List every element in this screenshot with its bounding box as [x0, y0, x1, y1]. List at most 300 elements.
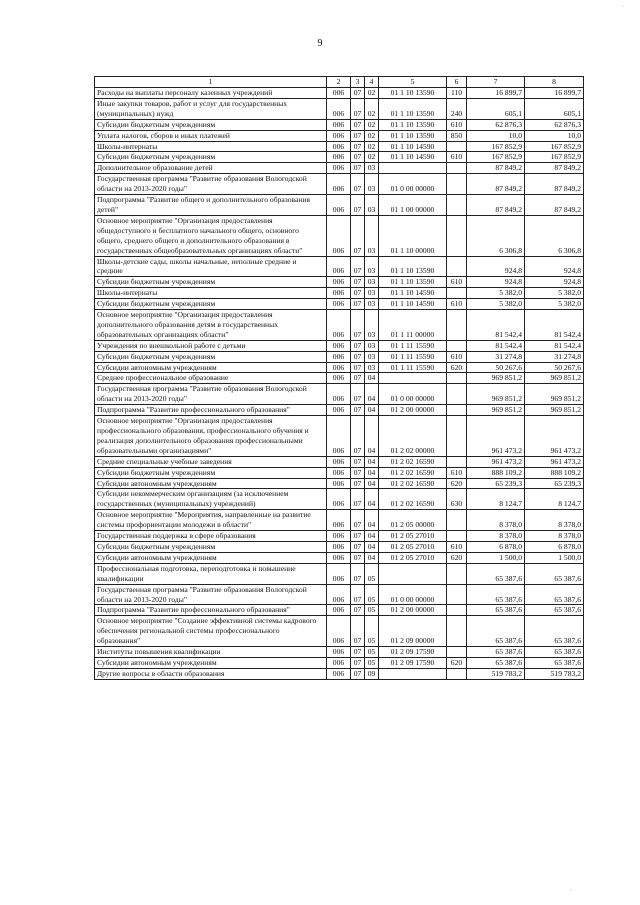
item-name: Уплата налогов, сборов и иных платежей: [95, 130, 327, 141]
code-admin: 006: [327, 215, 351, 256]
amount-col8: 8 124,7: [525, 489, 584, 510]
code-section: 07: [351, 98, 365, 119]
table-row: [95, 384, 584, 405]
code-target: [379, 668, 447, 679]
item-name: Расходы на выплаты персоналу казенных учреждений: [95, 88, 327, 99]
table-row: [95, 657, 584, 668]
amount-col8: 961 473,2: [525, 456, 584, 467]
amount-col8: 65 387,6: [525, 657, 584, 668]
code-subsection: 04: [365, 531, 379, 542]
amount-col8: 65 387,6: [525, 605, 584, 616]
code-section: 07: [351, 456, 365, 467]
code-target: 01 2 02 16590: [379, 489, 447, 510]
amount-col8: 87 849,2: [525, 163, 584, 174]
code-subsection: 02: [365, 98, 379, 119]
code-target: 01 1 11 15590: [379, 340, 447, 351]
code-subsection: 04: [365, 384, 379, 405]
code-section: 07: [351, 416, 365, 457]
code-subsection: 04: [365, 478, 379, 489]
amount-col7: 969 851,2: [467, 405, 525, 416]
amount-col8: 167 852,9: [525, 152, 584, 163]
amount-col7: 969 851,2: [467, 373, 525, 384]
table-row: [95, 141, 584, 152]
code-section: 07: [351, 119, 365, 130]
amount-col8: 65 387,6: [525, 616, 584, 647]
code-subsection: 03: [365, 288, 379, 299]
code-target: 01 1 11 00000: [379, 310, 447, 341]
amount-col8: 924,8: [525, 256, 584, 277]
code-subsection: 03: [365, 256, 379, 277]
code-admin: 006: [327, 98, 351, 119]
amount-col7: 888 109,2: [467, 467, 525, 478]
table-row: [95, 616, 584, 647]
item-name: Субсидии бюджетным учреждениям: [95, 299, 327, 310]
code-target: 01 1 10 13590: [379, 277, 447, 288]
amount-col7: 65 387,6: [467, 605, 525, 616]
amount-col8: 6 306,8: [525, 215, 584, 256]
code-admin: 006: [327, 478, 351, 489]
amount-col8: 969 851,2: [525, 384, 584, 405]
code-target: 01 2 05 00000: [379, 510, 447, 531]
table-row: [95, 510, 584, 531]
amount-col7: 10,0: [467, 130, 525, 141]
code-expense-type: 610: [447, 152, 467, 163]
item-name: Субсидии некоммерческим организациям (за исключением государственных (муниципальных) учреждений): [95, 489, 327, 510]
code-target: 01 2 05 27010: [379, 541, 447, 552]
code-section: 07: [351, 174, 365, 195]
code-target: 01 0 00 00000: [379, 584, 447, 605]
table-row: [95, 405, 584, 416]
item-name: Подпрограмма "Развитие общего и дополнительного образования детей": [95, 195, 327, 216]
amount-col7: 65 239,3: [467, 478, 525, 489]
code-section: 07: [351, 584, 365, 605]
code-admin: 006: [327, 299, 351, 310]
item-name: Среднее профессиональное образование: [95, 373, 327, 384]
code-target: 01 1 10 13590: [379, 119, 447, 130]
amount-col7: 16 899,7: [467, 88, 525, 99]
code-target: 01 0 00 00000: [379, 384, 447, 405]
code-admin: 006: [327, 163, 351, 174]
table-row: [95, 174, 584, 195]
code-expense-type: [447, 384, 467, 405]
code-section: 07: [351, 163, 365, 174]
code-section: 07: [351, 489, 365, 510]
amount-col8: 888 109,2: [525, 467, 584, 478]
amount-col8: 65 387,6: [525, 563, 584, 584]
code-admin: 006: [327, 141, 351, 152]
amount-col8: 1 500,0: [525, 552, 584, 563]
code-admin: 006: [327, 668, 351, 679]
amount-col8: 969 851,2: [525, 405, 584, 416]
code-subsection: 05: [365, 563, 379, 584]
code-expense-type: [447, 531, 467, 542]
item-name: Средние специальные учебные заведения: [95, 456, 327, 467]
code-target: 01 1 10 13590: [379, 130, 447, 141]
scan-mark-top: ·: [622, 4, 624, 10]
code-expense-type: [447, 215, 467, 256]
amount-col7: 8 378,0: [467, 510, 525, 531]
table-row: [95, 563, 584, 584]
code-target: 01 2 00 00000: [379, 605, 447, 616]
code-admin: 006: [327, 174, 351, 195]
code-subsection: 05: [365, 616, 379, 647]
code-expense-type: [447, 668, 467, 679]
table-row: [95, 467, 584, 478]
item-name: Школы-интернаты: [95, 288, 327, 299]
table-row: [95, 195, 584, 216]
code-section: 07: [351, 310, 365, 341]
code-section: 07: [351, 616, 365, 647]
header-row: [95, 77, 584, 88]
code-target: 01 1 10 13590: [379, 98, 447, 119]
code-section: 07: [351, 373, 365, 384]
code-target: 01 2 09 17590: [379, 657, 447, 668]
amount-col7: 65 387,6: [467, 647, 525, 658]
code-admin: 006: [327, 195, 351, 216]
code-subsection: 04: [365, 416, 379, 457]
item-name: Субсидии бюджетным учреждениям: [95, 467, 327, 478]
code-subsection: 03: [365, 277, 379, 288]
amount-col8: 81 542,4: [525, 340, 584, 351]
table-row: [95, 119, 584, 130]
code-admin: 006: [327, 416, 351, 457]
code-subsection: 04: [365, 405, 379, 416]
table-row: [95, 584, 584, 605]
amount-col8: 8 378,0: [525, 531, 584, 542]
table-row: [95, 362, 584, 373]
budget-table: [94, 76, 584, 680]
amount-col7: 87 849,2: [467, 195, 525, 216]
code-expense-type: [447, 584, 467, 605]
code-subsection: 05: [365, 605, 379, 616]
code-subsection: 03: [365, 163, 379, 174]
amount-col7: 62 876,3: [467, 119, 525, 130]
code-subsection: 04: [365, 510, 379, 531]
code-expense-type: 620: [447, 552, 467, 563]
code-expense-type: [447, 373, 467, 384]
table-row: [95, 88, 584, 99]
code-admin: 006: [327, 531, 351, 542]
table-row: [95, 163, 584, 174]
amount-col7: 65 387,6: [467, 616, 525, 647]
code-admin: 006: [327, 552, 351, 563]
code-target: [379, 163, 447, 174]
amount-col7: 6 878,0: [467, 541, 525, 552]
code-expense-type: [447, 310, 467, 341]
code-admin: 006: [327, 288, 351, 299]
amount-col8: 924,8: [525, 277, 584, 288]
code-target: [379, 373, 447, 384]
code-admin: 006: [327, 584, 351, 605]
page-number: 9: [317, 38, 323, 49]
code-subsection: 05: [365, 647, 379, 658]
amount-col7: 605,1: [467, 98, 525, 119]
code-subsection: 03: [365, 340, 379, 351]
table-row: [95, 288, 584, 299]
item-name: Школы-интернаты: [95, 141, 327, 152]
amount-col8: 31 274,8: [525, 351, 584, 362]
amount-col7: 961 473,2: [467, 416, 525, 457]
column-header-2: 2: [327, 77, 351, 88]
table-row: [95, 552, 584, 563]
code-section: 07: [351, 605, 365, 616]
code-section: 07: [351, 384, 365, 405]
item-name: Субсидии бюджетным учреждениям: [95, 351, 327, 362]
table-body: [95, 88, 584, 680]
amount-col8: 5 382,0: [525, 299, 584, 310]
item-name: Субсидии бюджетным учреждениям: [95, 541, 327, 552]
scan-mark-bottom: ·: [570, 888, 572, 894]
table-row: [95, 489, 584, 510]
code-section: 07: [351, 541, 365, 552]
code-target: 01 1 10 14590: [379, 141, 447, 152]
table-row: [95, 541, 584, 552]
item-name: Иные закупки товаров, работ и услуг для государственных (муниципальных) нужд: [95, 98, 327, 119]
amount-col8: 961 473,2: [525, 416, 584, 457]
table-row: [95, 647, 584, 658]
amount-col8: 65 387,6: [525, 647, 584, 658]
code-section: 07: [351, 405, 365, 416]
code-expense-type: 610: [447, 351, 467, 362]
code-subsection: 04: [365, 489, 379, 510]
code-subsection: 02: [365, 88, 379, 99]
code-subsection: 03: [365, 299, 379, 310]
code-subsection: 04: [365, 456, 379, 467]
item-name: Субсидии бюджетным учреждениям: [95, 152, 327, 163]
code-section: 07: [351, 288, 365, 299]
code-admin: 006: [327, 647, 351, 658]
code-target: 01 2 05 27010: [379, 531, 447, 542]
item-name: Государственная программа "Развитие образования Вологодской области на 2013-2020 годы": [95, 584, 327, 605]
code-expense-type: 110: [447, 88, 467, 99]
code-target: 01 0 00 00000: [379, 174, 447, 195]
item-name: Основное мероприятие "Организация предоставления дополнительного образования детям в государственных образовательных организациях области": [95, 310, 327, 341]
code-admin: 006: [327, 362, 351, 373]
table-row: [95, 456, 584, 467]
amount-col8: 81 542,4: [525, 310, 584, 341]
code-admin: 006: [327, 340, 351, 351]
item-name: Другие вопросы в области образования: [95, 668, 327, 679]
code-section: 07: [351, 478, 365, 489]
code-admin: 006: [327, 130, 351, 141]
code-admin: 006: [327, 256, 351, 277]
amount-col7: 167 852,9: [467, 152, 525, 163]
amount-col7: 31 274,8: [467, 351, 525, 362]
code-expense-type: [447, 456, 467, 467]
column-header-3: 3: [351, 77, 365, 88]
code-target: 01 1 10 00000: [379, 215, 447, 256]
item-name: Субсидии автономным учреждениям: [95, 657, 327, 668]
table-row: [95, 351, 584, 362]
code-section: 07: [351, 351, 365, 362]
item-name: Учреждения по внешкольной работе с детьми: [95, 340, 327, 351]
amount-col7: 167 852,9: [467, 141, 525, 152]
code-subsection: 05: [365, 584, 379, 605]
item-name: Профессиональная подготовка, переподготовка и повышение квалификации: [95, 563, 327, 584]
item-name: Субсидии автономным учреждениям: [95, 552, 327, 563]
code-subsection: 02: [365, 130, 379, 141]
item-name: Государственная поддержка в сфере образования: [95, 531, 327, 542]
code-admin: 006: [327, 119, 351, 130]
code-section: 07: [351, 647, 365, 658]
code-subsection: 03: [365, 362, 379, 373]
amount-col7: 81 542,4: [467, 310, 525, 341]
item-name: Подпрограмма "Развитие профессионального образования": [95, 605, 327, 616]
code-subsection: 04: [365, 467, 379, 478]
code-section: 07: [351, 256, 365, 277]
amount-col8: 519 783,2: [525, 668, 584, 679]
column-header-6: 6: [447, 77, 467, 88]
item-name: Основное мероприятие "Создание эффективной системы кадрового обеспечения региональной системы профессионального образования": [95, 616, 327, 647]
amount-col8: 167 852,9: [525, 141, 584, 152]
code-admin: 006: [327, 467, 351, 478]
code-subsection: 02: [365, 119, 379, 130]
amount-col7: 924,8: [467, 277, 525, 288]
item-name: Государственная программа "Развитие образования Вологодской области на 2013-2020 годы": [95, 174, 327, 195]
column-header-7: 7: [467, 77, 525, 88]
amount-col8: 10,0: [525, 130, 584, 141]
item-name: Субсидии бюджетным учреждениям: [95, 277, 327, 288]
table-row: [95, 373, 584, 384]
amount-col7: 81 542,4: [467, 340, 525, 351]
code-expense-type: [447, 141, 467, 152]
code-target: [379, 563, 447, 584]
item-name: Субсидии бюджетным учреждениям: [95, 119, 327, 130]
code-expense-type: 610: [447, 541, 467, 552]
amount-col8: 969 851,2: [525, 373, 584, 384]
code-expense-type: [447, 405, 467, 416]
code-subsection: 03: [365, 215, 379, 256]
code-admin: 006: [327, 88, 351, 99]
amount-col7: 65 387,6: [467, 657, 525, 668]
code-subsection: 09: [365, 668, 379, 679]
code-admin: 006: [327, 152, 351, 163]
code-expense-type: 610: [447, 299, 467, 310]
amount-col8: 605,1: [525, 98, 584, 119]
code-section: 07: [351, 531, 365, 542]
amount-col7: 961 473,2: [467, 456, 525, 467]
code-expense-type: [447, 256, 467, 277]
code-section: 07: [351, 215, 365, 256]
code-subsection: 03: [365, 351, 379, 362]
code-subsection: 04: [365, 552, 379, 563]
code-expense-type: [447, 163, 467, 174]
table-row: [95, 340, 584, 351]
amount-col8: 62 876,3: [525, 119, 584, 130]
code-expense-type: 610: [447, 119, 467, 130]
amount-col7: 969 851,2: [467, 384, 525, 405]
code-expense-type: [447, 416, 467, 457]
amount-col8: 8 378,0: [525, 510, 584, 531]
code-admin: 006: [327, 616, 351, 647]
code-admin: 006: [327, 373, 351, 384]
column-header-4: 4: [365, 77, 379, 88]
code-target: 01 1 00 00000: [379, 195, 447, 216]
code-section: 07: [351, 552, 365, 563]
column-header-5: 5: [379, 77, 447, 88]
code-section: 07: [351, 141, 365, 152]
table-row: [95, 98, 584, 119]
code-section: 07: [351, 340, 365, 351]
item-name: Субсидии автономным учреждениям: [95, 362, 327, 373]
amount-col8: 6 878,0: [525, 541, 584, 552]
code-expense-type: [447, 195, 467, 216]
code-section: 07: [351, 467, 365, 478]
code-expense-type: [447, 340, 467, 351]
code-target: 01 1 10 14590: [379, 288, 447, 299]
amount-col7: 924,8: [467, 256, 525, 277]
code-expense-type: [447, 647, 467, 658]
code-target: 01 2 00 00000: [379, 405, 447, 416]
code-admin: 006: [327, 456, 351, 467]
code-subsection: 03: [365, 195, 379, 216]
amount-col8: 5 382,0: [525, 288, 584, 299]
code-section: 07: [351, 130, 365, 141]
code-expense-type: 850: [447, 130, 467, 141]
code-expense-type: [447, 616, 467, 647]
column-header-1: 1: [95, 77, 327, 88]
code-admin: 006: [327, 405, 351, 416]
code-admin: 006: [327, 563, 351, 584]
amount-col7: 65 387,6: [467, 584, 525, 605]
amount-col7: 6 306,8: [467, 215, 525, 256]
code-target: 01 1 11 15590: [379, 362, 447, 373]
code-subsection: 04: [365, 373, 379, 384]
amount-col8: 87 849,2: [525, 195, 584, 216]
code-expense-type: 240: [447, 98, 467, 119]
item-name: Подпрограмма "Развитие профессионального образования": [95, 405, 327, 416]
amount-col7: 5 382,0: [467, 299, 525, 310]
table-row: [95, 299, 584, 310]
code-section: 07: [351, 88, 365, 99]
code-target: 01 2 09 17590: [379, 647, 447, 658]
code-admin: 006: [327, 310, 351, 341]
code-target: 01 1 11 15590: [379, 351, 447, 362]
table-row: [95, 668, 584, 679]
table-row: [95, 605, 584, 616]
code-admin: 006: [327, 277, 351, 288]
code-subsection: 02: [365, 141, 379, 152]
code-expense-type: [447, 174, 467, 195]
item-name: Субсидии автономным учреждениям: [95, 478, 327, 489]
code-target: 01 2 02 16590: [379, 478, 447, 489]
item-name: Институты повышения квалификации: [95, 647, 327, 658]
code-section: 07: [351, 362, 365, 373]
code-expense-type: 620: [447, 478, 467, 489]
amount-col8: 50 267,6: [525, 362, 584, 373]
amount-col8: 65 239,3: [525, 478, 584, 489]
amount-col7: 1 500,0: [467, 552, 525, 563]
code-target: 01 2 09 00000: [379, 616, 447, 647]
table-row: [95, 531, 584, 542]
code-section: 07: [351, 195, 365, 216]
amount-col8: 65 387,6: [525, 584, 584, 605]
code-section: 07: [351, 668, 365, 679]
code-expense-type: [447, 288, 467, 299]
code-section: 07: [351, 152, 365, 163]
code-expense-type: 620: [447, 657, 467, 668]
amount-col7: 8 378,0: [467, 531, 525, 542]
amount-col7: 65 387,6: [467, 563, 525, 584]
code-target: 01 1 10 14590: [379, 299, 447, 310]
table-row: [95, 256, 584, 277]
code-subsection: 03: [365, 310, 379, 341]
item-name: Дополнительное образование детей: [95, 163, 327, 174]
code-admin: 006: [327, 541, 351, 552]
code-subsection: 03: [365, 174, 379, 195]
table-row: [95, 478, 584, 489]
code-target: 01 2 02 16590: [379, 456, 447, 467]
